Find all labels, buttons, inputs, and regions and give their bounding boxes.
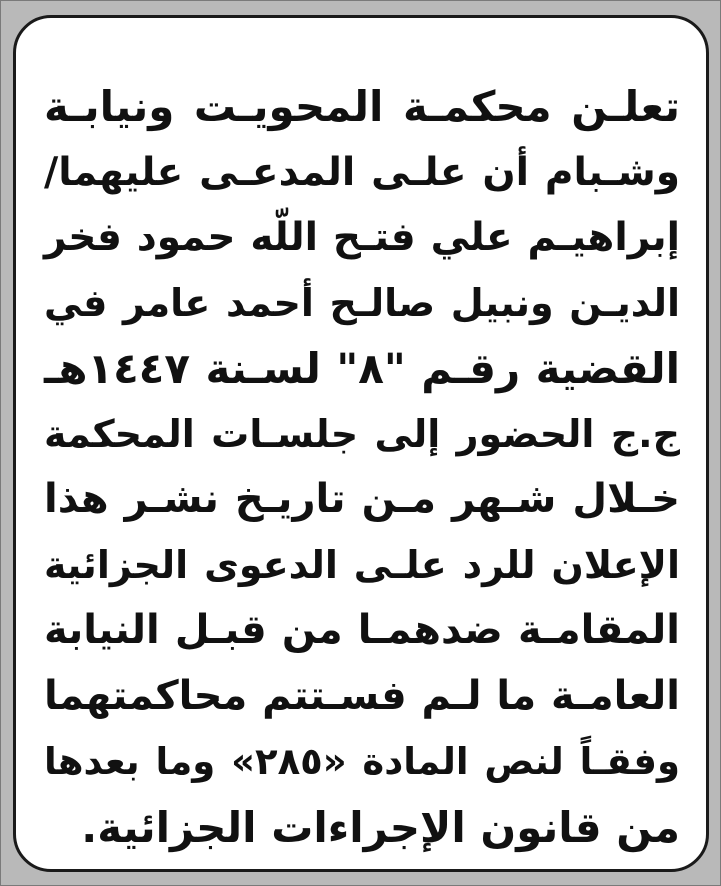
notice-line: خـلال شـهر مـن تاريـخ نشـر هذا [44, 476, 680, 522]
notice-card [13, 15, 709, 872]
notice-line: تعلـن محكمـة المحويـت ونيابـة [44, 82, 680, 131]
notice-line: العامـة ما لـم فسـتتم محاكمتهما [44, 672, 680, 719]
notice-line: ج.ج الحضور إلى جلسـات المحكمة [44, 411, 680, 456]
notice-line: من قانون الإجراءات الجزائية. [81, 802, 680, 852]
notice-line: القضية رقـم "٨" لسـنة ١٤٤٧هـ [44, 344, 680, 393]
notice-line: وفقـاً لنص المادة «٢٨٥» وما بعدها [44, 740, 680, 783]
notice-line: المقامـة ضدهمـا من قبـل النيابة [44, 607, 680, 653]
notice-line: وشـبام أن علـى المدعـى عليهما/ [44, 149, 680, 195]
notice-text [44, 74, 680, 860]
notice-line: إبراهيـم علي فتـح اللّه حمود فخر [44, 215, 680, 260]
notice-line: الإعلان للرد علـى الدعوى الجزائية [44, 542, 680, 587]
notice-line: الديـن ونبيل صالـح أحمد عامر في [44, 280, 680, 325]
